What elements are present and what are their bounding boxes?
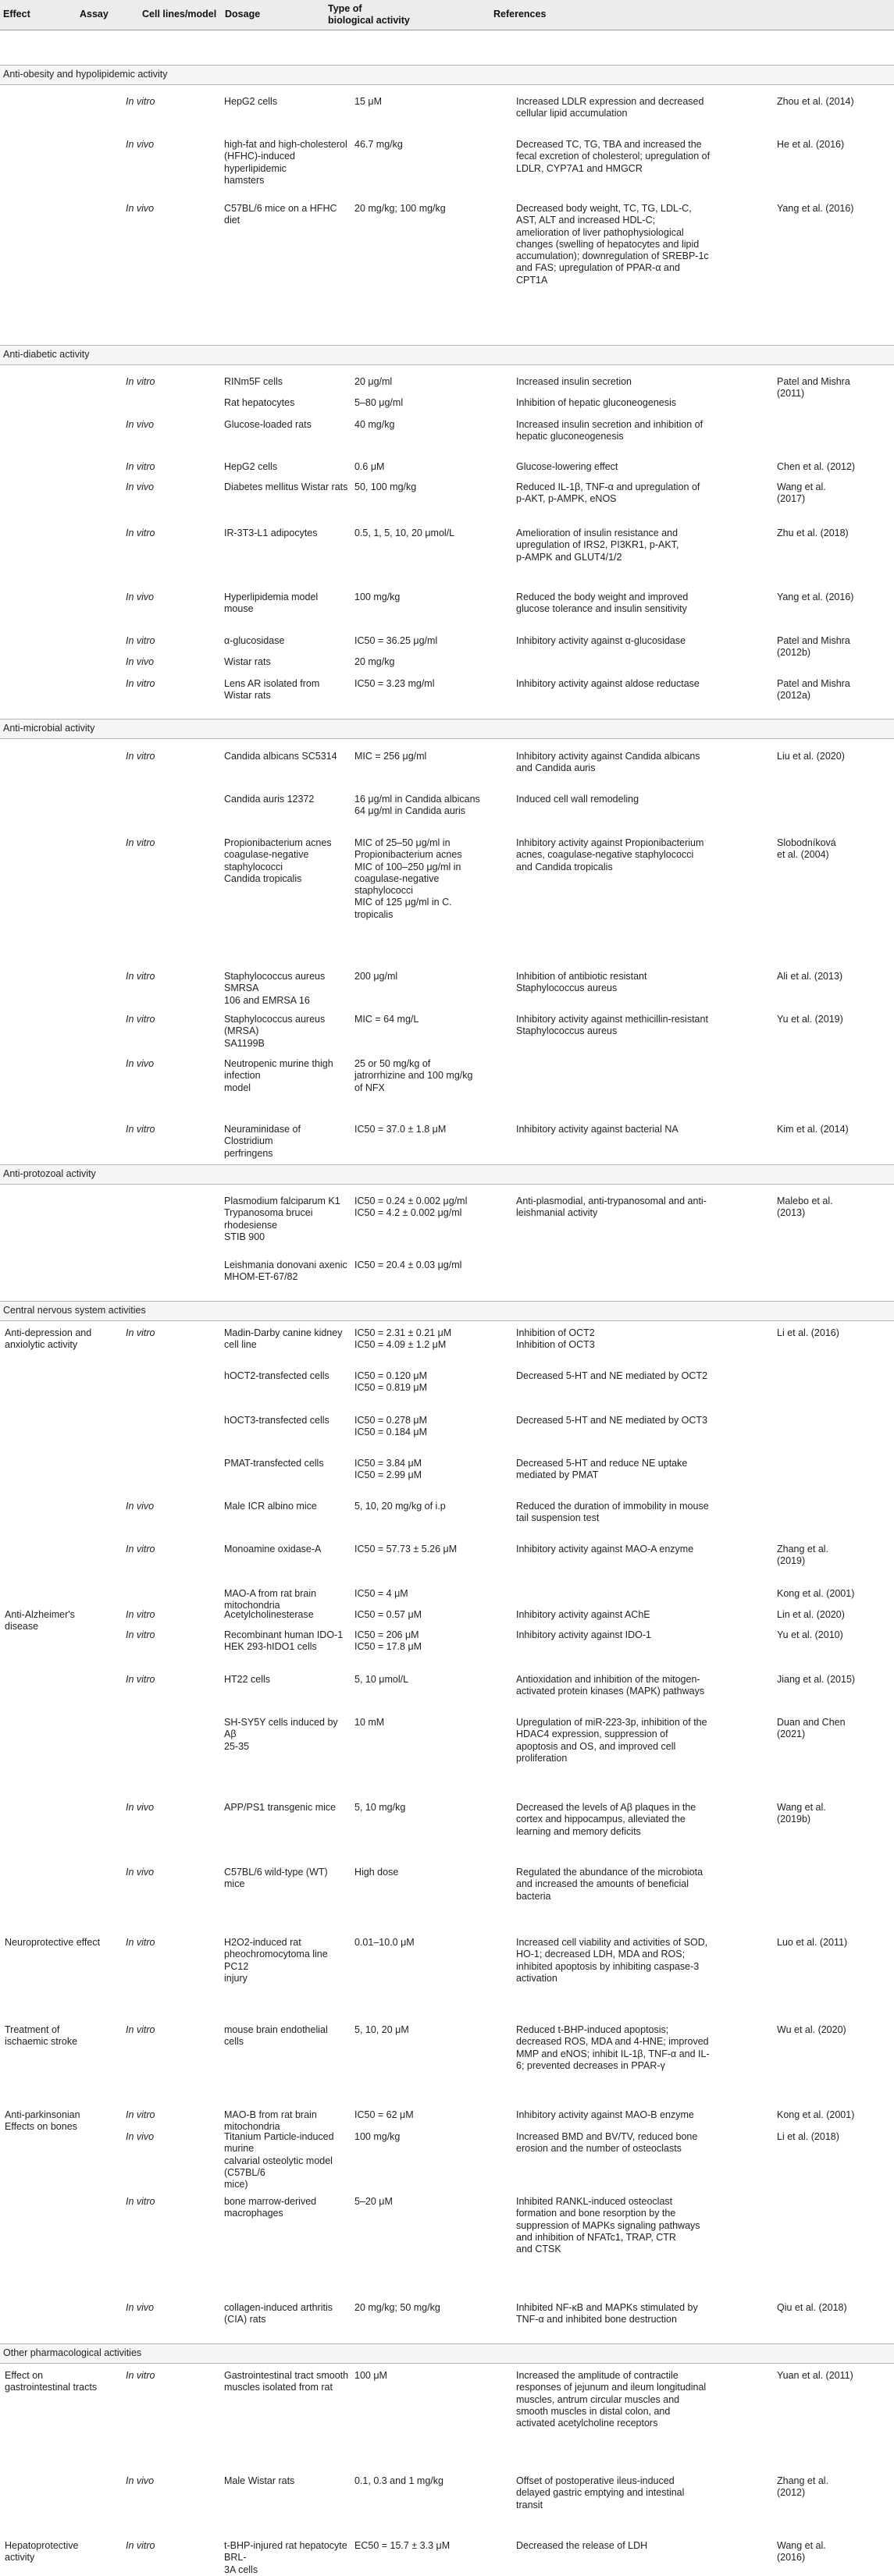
cell-reference: Yu et al. (2010) (777, 1629, 843, 1640)
section-header (0, 2343, 894, 2364)
cell-reference: Wang et al. (2019b) (777, 1802, 826, 1825)
cell-biological-activity: Inhibitory activity against MAO-B enzyme (516, 2109, 694, 2120)
cell-assay: In vitro (126, 837, 155, 848)
cell-assay: In vitro (126, 751, 155, 762)
cell-dosage: 10 mM (354, 1717, 385, 1728)
cell-dosage: 5, 10, 20 mg/kg of i.p (354, 1501, 446, 1512)
cell-reference: Li et al. (2018) (777, 2131, 839, 2142)
section-header (0, 345, 894, 365)
header-bio-line2: biological activity (328, 15, 410, 26)
section-header (0, 1164, 894, 1185)
cell-reference: Chen et al. (2012) (777, 461, 856, 472)
cell-model: Candida albicans SC5314 (224, 751, 337, 762)
cell-model: mouse brain endothelial cells (224, 2024, 328, 2048)
cell-assay: In vivo (126, 2302, 155, 2313)
cell-model: IR-3T3-L1 adipocytes (224, 528, 318, 538)
cell-dosage: 200 μg/ml (354, 971, 398, 982)
cell-reference: He et al. (2016) (777, 139, 845, 150)
cell-model: Male ICR albino mice (224, 1501, 317, 1512)
cell-biological-activity: Decreased body weight, TC, TG, LDL-C, AST, ALT and increased HDL-C; amelioration of liver pathophysiological changes (swelling of hepatocytes and lipid accumulation); downregulation of SREBP-1c and FAS; upregulation of PPAR-α and CPT1A (516, 203, 709, 286)
cell-dosage: 0.01–10.0 μM (354, 1937, 415, 1948)
cell-dosage: 0.1, 0.3 and 1 mg/kg (354, 2475, 443, 2486)
cell-assay: In vitro (126, 376, 155, 387)
cell-assay: In vivo (126, 481, 155, 492)
cell-biological-activity: Anti-plasmodial, anti-trypanosomal and anti- leishmanial activity (516, 1196, 707, 1219)
section-header (0, 719, 894, 739)
cell-model: Propionibacterium acnes coagulase-negative staphylococci Candida tropicalis (224, 837, 332, 884)
cell-reference: Duan and Chen (2021) (777, 1717, 846, 1740)
cell-biological-activity: Inhibited RANKL-induced osteoclast formation and bone resorption by the suppression of MAPKs signaling pathways and inhibition of NFATc1, TRAP, CTR and CTSK (516, 2196, 700, 2255)
cell-biological-activity: Inhibitory activity against aldose reductase (516, 678, 700, 689)
cell-dosage: MIC of 25–50 μg/ml in Propionibacterium acnes MIC of 100–250 μg/ml in coagulase-negative staphylococci MIC of 125 μg/ml in C. tropicalis (354, 837, 462, 920)
cell-model: Acetylcholinesterase (224, 1609, 314, 1620)
cell-dosage: 46.7 mg/kg (354, 139, 403, 150)
cell-dosage: 25 or 50 mg/kg of jatrorrhizine and 100 mg/kg of NFX (354, 1058, 473, 1093)
cell-model: APP/PS1 transgenic mice (224, 1802, 337, 1813)
cell-model: Lens AR isolated from Wistar rats (224, 678, 320, 702)
cell-model: RINm5F cells (224, 376, 283, 387)
cell-dosage: IC50 = 0.278 μM IC50 = 0.184 μM (354, 1415, 428, 1438)
cell-model: Madin-Darby canine kidney cell line (224, 1327, 343, 1351)
cell-dosage: IC50 = 2.31 ± 0.21 μM IC50 = 4.09 ± 1.2 μM (354, 1327, 452, 1351)
cell-assay: In vitro (126, 96, 155, 107)
cell-effect: Anti-parkinsonian Effects on bones (5, 2109, 80, 2133)
cell-reference: Ali et al. (2013) (777, 971, 843, 982)
cell-dosage: 15 μM (354, 96, 382, 107)
cell-dosage: IC50 = 3.84 μM IC50 = 2.99 μM (354, 1458, 422, 1481)
cell-reference: Patel and Mishra (2012b) (777, 635, 850, 659)
cell-dosage: IC50 = 206 μM IC50 = 17.8 μM (354, 1629, 422, 1653)
cell-model: hOCT3-transfected cells (224, 1415, 329, 1426)
cell-dosage: 5, 10 mg/kg (354, 1802, 406, 1813)
cell-biological-activity: Decreased the levels of Aβ plaques in the cortex and hippocampus, alleviated the learning and memory deficits (516, 1802, 696, 1837)
cell-biological-activity: Inhibitory activity against bacterial NA (516, 1124, 679, 1135)
cell-biological-activity: Increased cell viability and activities of SOD, HO-1; decreased LDH, MDA and ROS; inhibited apoptosis by inhibiting caspase-3 activation (516, 1937, 708, 1984)
cell-assay: In vivo (126, 419, 155, 430)
cell-reference: Luo et al. (2011) (777, 1937, 848, 1948)
header-references: References (493, 9, 547, 20)
cell-model: Plasmodium falciparum K1 Trypanosoma brucei rhodesiense STIB 900 (224, 1196, 340, 1242)
cell-dosage: 0.6 μM (354, 461, 385, 472)
section-title: Central nervous system activities (3, 1305, 146, 1316)
cell-reference: Qiu et al. (2018) (777, 2302, 847, 2313)
cell-reference: Yu et al. (2019) (777, 1014, 843, 1025)
section-title: Anti-protozoal activity (3, 1168, 96, 1179)
section-title: Anti-microbial activity (3, 723, 95, 734)
header-dosage: Dosage (225, 9, 261, 20)
cell-model: hOCT2-transfected cells (224, 1370, 329, 1381)
cell-biological-activity: Inhibitory activity against Propionibacterium acnes, coagulase-negative staphylococci and Candida tropicalis (516, 837, 704, 872)
cell-assay: In vitro (126, 2196, 155, 2207)
cell-reference: Jiang et al. (2015) (777, 1674, 856, 1685)
cell-assay: In vivo (126, 203, 155, 214)
table-header (0, 0, 894, 30)
cell-model: Neuraminidase of Clostridium perfringens (224, 1124, 301, 1159)
cell-dosage: IC50 = 57.73 ± 5.26 μM (354, 1544, 458, 1554)
cell-model: collagen-induced arthritis (CIA) rats (224, 2302, 333, 2326)
cell-effect: Effect on gastrointestinal tracts (5, 2370, 98, 2393)
cell-reference: Zhang et al. (2012) (777, 2475, 829, 2499)
cell-biological-activity: Inhibitory activity against IDO-1 (516, 1629, 651, 1640)
cell-dosage: 100 μM (354, 2370, 387, 2381)
cell-biological-activity: Regulated the abundance of the microbiota and increased the amounts of beneficial bacteria (516, 1867, 703, 1902)
cell-assay: In vivo (126, 656, 155, 667)
cell-biological-activity: Antioxidation and inhibition of the mitogen- activated protein kinases (MAPK) pathways (516, 1674, 705, 1697)
cell-reference: Kim et al. (2014) (777, 1124, 849, 1135)
cell-reference: Zhu et al. (2018) (777, 528, 849, 538)
cell-dosage: EC50 = 15.7 ± 3.3 μM (354, 2540, 451, 2551)
cell-dosage: 5, 10 μmol/L (354, 1674, 409, 1685)
cell-biological-activity: Inhibitory activity against AChE (516, 1609, 650, 1620)
cell-reference: Yuan et al. (2011) (777, 2370, 853, 2381)
cell-biological-activity: Increased LDLR expression and decreased cellular lipid accumulation (516, 96, 704, 119)
cell-effect: Anti-depression and anxiolytic activity (5, 1327, 92, 1351)
cell-model: α-glucosidase (224, 635, 285, 646)
cell-model: Leishmania donovani axenic MHOM-ET-67/82 (224, 1260, 347, 1283)
cell-biological-activity: Reduced IL-1β, TNF-α and upregulation of p-AKT, p-AMPK, eNOS (516, 481, 700, 505)
cell-dosage: 5–20 μM (354, 2196, 393, 2207)
cell-dosage: 16 μg/ml in Candida albicans 64 μg/ml in Candida auris (354, 794, 480, 817)
cell-assay: In vitro (126, 461, 155, 472)
cell-assay: In vitro (126, 678, 155, 689)
cell-assay: In vitro (126, 2370, 155, 2381)
cell-model: t-BHP-injured rat hepatocyte BRL- 3A cells (224, 2540, 347, 2575)
cell-dosage: IC50 = 0.57 μM (354, 1609, 422, 1620)
cell-assay: In vitro (126, 2109, 155, 2120)
section-title: Other pharmacological activities (3, 2347, 142, 2358)
cell-dosage: 100 mg/kg (354, 2131, 401, 2142)
cell-model: HT22 cells (224, 1674, 271, 1685)
cell-assay: In vitro (126, 1609, 155, 1620)
cell-model: Staphylococcus aureus SMRSA 106 and EMRSA 16 (224, 971, 326, 1006)
cell-reference: Slobodníková et al. (2004) (777, 837, 836, 861)
cell-biological-activity: Increased insulin secretion and inhibition of hepatic gluconeogenesis (516, 419, 703, 442)
cell-biological-activity: Reduced t-BHP-induced apoptosis; decreased ROS, MDA and 4-HNE; improved MMP and eNOS; inhibit IL-1β, TNF-α and IL- 6; prevented decreases in PPAR-γ (516, 2024, 710, 2071)
cell-dosage: High dose (354, 1867, 399, 1878)
header-cell-lines: Cell lines/model (142, 9, 217, 20)
cell-model: Monoamine oxidase-A (224, 1544, 322, 1554)
cell-biological-activity: Induced cell wall remodeling (516, 794, 639, 805)
cell-effect: Anti-Alzheimer's disease (5, 1609, 75, 1633)
cell-assay: In vivo (126, 592, 155, 602)
cell-model: Titanium Particle-induced murine calvarial osteolytic model (C57BL/6 mice) (224, 2131, 334, 2190)
cell-biological-activity: Reduced the duration of immobility in mouse tail suspension test (516, 1501, 709, 1524)
cell-dosage: 5, 10, 20 μM (354, 2024, 409, 2035)
cell-assay: In vitro (126, 971, 155, 982)
cell-dosage: MIC = 64 mg/L (354, 1014, 419, 1025)
section-title: Anti-obesity and hypolipidemic activity (3, 69, 168, 80)
cell-model: Wistar rats (224, 656, 271, 667)
cell-biological-activity: Inhibitory activity against α-glucosidase (516, 635, 686, 646)
cell-reference: Wang et al. (2016) (777, 2540, 826, 2564)
cell-reference: Lin et al. (2020) (777, 1609, 845, 1620)
cell-model: HepG2 cells (224, 461, 278, 472)
cell-model: HepG2 cells (224, 96, 278, 107)
cell-effect: Neuroprotective effect (5, 1937, 101, 1948)
cell-assay: In vitro (126, 635, 155, 646)
cell-reference: Wang et al. (2017) (777, 481, 826, 505)
cell-biological-activity: Amelioration of insulin resistance and upregulation of IRS2, PI3KR1, p-AKT, p-AMPK and GLUT4/1/2 (516, 528, 679, 563)
cell-biological-activity: Reduced the body weight and improved glucose tolerance and insulin sensitivity (516, 592, 689, 615)
cell-dosage: IC50 = 20.4 ± 0.03 μg/ml (354, 1260, 462, 1270)
cell-model: bone marrow-derived macrophages (224, 2196, 317, 2219)
cell-model: SH-SY5Y cells induced by Aβ 25-35 (224, 1717, 338, 1752)
cell-assay: In vivo (126, 1867, 155, 1878)
cell-model: Recombinant human IDO-1 HEK 293-hIDO1 cells (224, 1629, 344, 1653)
header-bio-line1: Type of (328, 3, 362, 14)
section-header (0, 65, 894, 85)
cell-dosage: MIC = 256 μg/ml (354, 751, 427, 762)
cell-dosage: 20 μg/ml (354, 376, 393, 387)
cell-dosage: IC50 = 0.120 μM IC50 = 0.819 μM (354, 1370, 428, 1394)
cell-dosage: 20 mg/kg; 100 mg/kg (354, 203, 446, 214)
cell-reference: Wu et al. (2020) (777, 2024, 846, 2035)
cell-model: high-fat and high-cholesterol (HFHC)-induced hyperlipidemic hamsters (224, 139, 347, 186)
cell-effect: Hepatoprotective activity (5, 2540, 79, 2564)
cell-model: C57BL/6 wild-type (WT) mice (224, 1867, 328, 1890)
cell-model: MAO-B from rat brain mitochondria (224, 2109, 317, 2133)
cell-biological-activity: Decreased 5-HT and reduce NE uptake mediated by PMAT (516, 1458, 688, 1481)
cell-biological-activity: Increased BMD and BV/TV, reduced bone erosion and the number of osteoclasts (516, 2131, 698, 2155)
cell-dosage: 40 mg/kg (354, 419, 395, 430)
cell-reference: Yang et al. (2016) (777, 592, 854, 602)
cell-biological-activity: Offset of postoperative ileus-induced delayed gastric emptying and intestinal transit (516, 2475, 685, 2510)
cell-biological-activity: Inhibitory activity against MAO-A enzyme (516, 1544, 694, 1554)
cell-assay: In vivo (126, 139, 155, 150)
cell-assay: In vitro (126, 1014, 155, 1025)
cell-biological-activity: Inhibition of OCT2 Inhibition of OCT3 (516, 1327, 595, 1351)
cell-biological-activity: Increased insulin secretion (516, 376, 632, 387)
cell-assay: In vitro (126, 1124, 155, 1135)
cell-dosage: IC50 = 3.23 mg/ml (354, 678, 435, 689)
cell-dosage: 5–80 μg/ml (354, 397, 404, 408)
header-effect: Effect (3, 9, 30, 20)
cell-assay: In vitro (126, 528, 155, 538)
cell-dosage: IC50 = 36.25 μg/ml (354, 635, 438, 646)
cell-dosage: 0.5, 1, 5, 10, 20 μmol/L (354, 528, 455, 538)
cell-assay: In vivo (126, 2475, 155, 2486)
cell-biological-activity: Increased the amplitude of contractile responses of jejunum and ileum longitudinal muscles, antrum circular muscles and smooth muscles in distal colon, and activated acetylcholine receptors (516, 2370, 707, 2429)
cell-dosage: IC50 = 62 μM (354, 2109, 414, 2120)
cell-reference: Liu et al. (2020) (777, 751, 845, 762)
cell-reference: Patel and Mishra (2012a) (777, 678, 850, 702)
cell-reference: Yang et al. (2016) (777, 203, 854, 214)
section-header (0, 1301, 894, 1321)
cell-biological-activity: Inhibited NF-κB and MAPKs stimulated by TNF-α and inhibited bone destruction (516, 2302, 698, 2326)
cell-model: Male Wistar rats (224, 2475, 295, 2486)
cell-assay: In vivo (126, 1802, 155, 1813)
cell-assay: In vitro (126, 2540, 155, 2551)
cell-assay: In vivo (126, 1501, 155, 1512)
cell-dosage: 20 mg/kg; 50 mg/kg (354, 2302, 440, 2313)
cell-reference: Zhang et al. (2019) (777, 1544, 829, 1567)
cell-reference: Malebo et al. (2013) (777, 1196, 833, 1219)
cell-model: MAO-A from rat brain mitochondria (224, 1588, 317, 1611)
cell-model: Staphylococcus aureus (MRSA) SA1199B (224, 1014, 326, 1049)
cell-model: Neutropenic murine thigh infection model (224, 1058, 333, 1093)
cell-model: H2O2-induced rat pheochromocytoma line PC12 injury (224, 1937, 328, 1984)
cell-biological-activity: Inhibitory activity against Candida albicans and Candida auris (516, 751, 700, 774)
cell-assay: In vitro (126, 1937, 155, 1948)
cell-biological-activity: Inhibitory activity against methicillin-resistant Staphylococcus aureus (516, 1014, 708, 1037)
cell-reference: Kong et al. (2001) (777, 1588, 855, 1599)
cell-dosage: 50, 100 mg/kg (354, 481, 417, 492)
cell-model: C57BL/6 mice on a HFHC diet (224, 203, 337, 226)
cell-dosage: IC50 = 4 μM (354, 1588, 408, 1599)
cell-biological-activity: Decreased the release of LDH (516, 2540, 648, 2551)
cell-model: Glucose-loaded rats (224, 419, 312, 430)
cell-dosage: 20 mg/kg (354, 656, 395, 667)
cell-assay: In vivo (126, 2131, 155, 2142)
cell-biological-activity: Inhibition of hepatic gluconeogenesis (516, 397, 677, 408)
cell-effect: Treatment of ischaemic stroke (5, 2024, 78, 2048)
cell-assay: In vitro (126, 1674, 155, 1685)
cell-model: Hyperlipidemia model mouse (224, 592, 319, 615)
cell-dosage: IC50 = 0.24 ± 0.002 μg/ml IC50 = 4.2 ± 0.002 μg/ml (354, 1196, 468, 1219)
cell-biological-activity: Glucose-lowering effect (516, 461, 618, 472)
cell-assay: In vivo (126, 1058, 155, 1069)
cell-reference: Kong et al. (2001) (777, 2109, 855, 2120)
cell-biological-activity: Decreased TC, TG, TBA and increased the fecal excretion of cholesterol; upregulation of LDLR, CYP7A1 and HMGCR (516, 139, 711, 174)
cell-dosage: 100 mg/kg (354, 592, 401, 602)
cell-reference: Patel and Mishra (2011) (777, 376, 850, 400)
cell-model: Gastrointestinal tract smooth muscles isolated from rat (224, 2370, 349, 2393)
section-title: Anti-diabetic activity (3, 349, 90, 360)
cell-assay: In vitro (126, 1629, 155, 1640)
cell-dosage: IC50 = 37.0 ± 1.8 μM (354, 1124, 447, 1135)
cell-reference: Zhou et al. (2014) (777, 96, 854, 107)
cell-assay: In vitro (126, 2024, 155, 2035)
cell-model: Candida auris 12372 (224, 794, 315, 805)
cell-biological-activity: Decreased 5-HT and NE mediated by OCT3 (516, 1415, 708, 1426)
header-assay: Assay (80, 9, 109, 20)
cell-biological-activity: Decreased 5-HT and NE mediated by OCT2 (516, 1370, 708, 1381)
cell-model: PMAT-transfected cells (224, 1458, 324, 1469)
cell-biological-activity: Inhibition of antibiotic resistant Staphylococcus aureus (516, 971, 647, 994)
cell-reference: Li et al. (2016) (777, 1327, 839, 1338)
cell-model: Rat hepatocytes (224, 397, 295, 408)
cell-model: Diabetes mellitus Wistar rats (224, 481, 348, 492)
cell-assay: In vitro (126, 1544, 155, 1554)
cell-assay: In vitro (126, 1327, 155, 1338)
cell-biological-activity: Upregulation of miR-223-3p, inhibition of the HDAC4 expression, suppression of apoptosis and OS, and improved cell proliferation (516, 1717, 707, 1764)
